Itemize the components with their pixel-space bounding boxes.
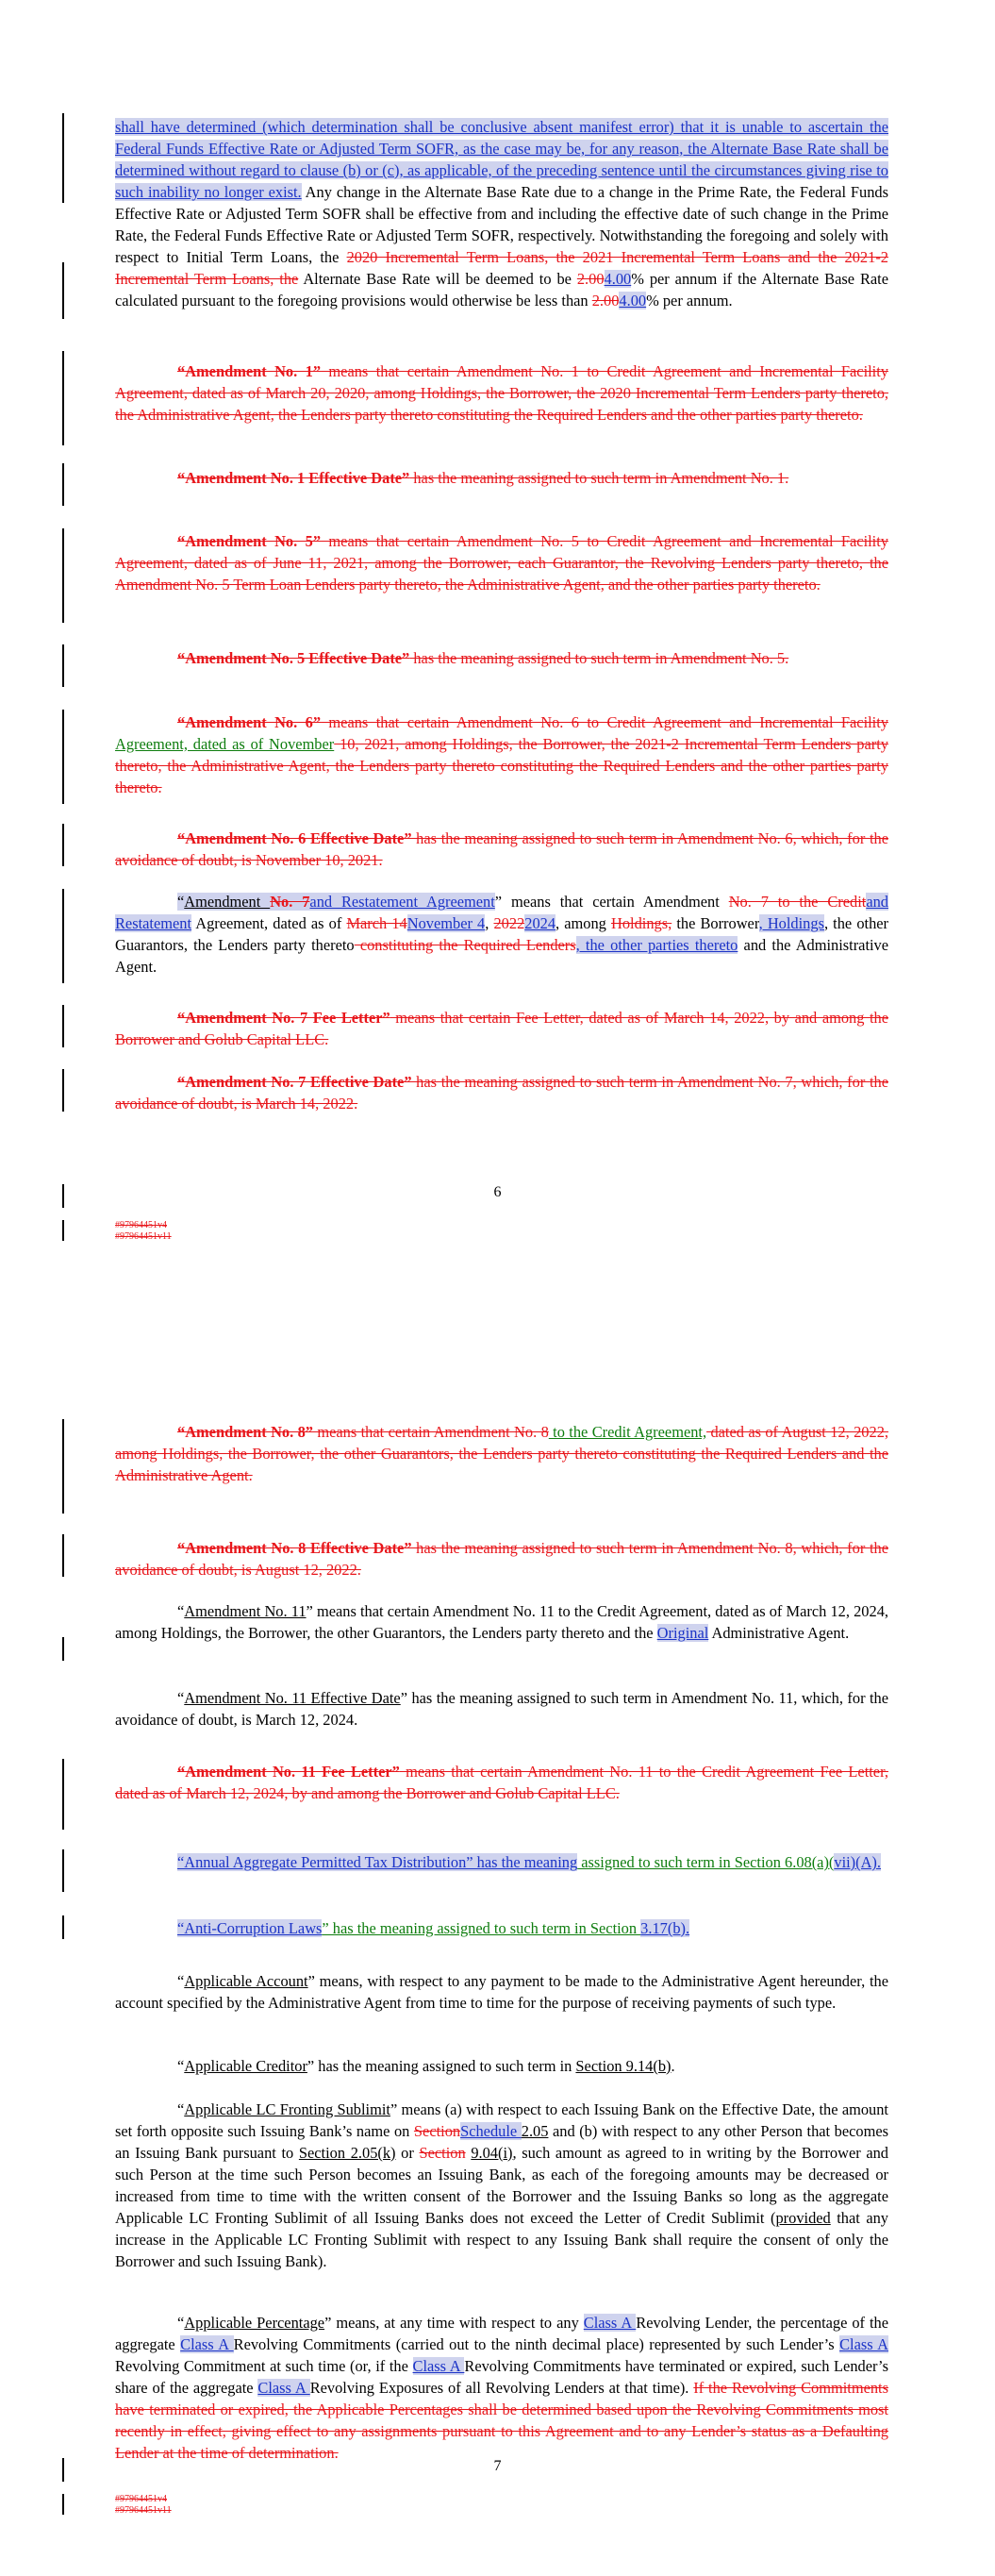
change-bar	[62, 2494, 64, 2515]
page-number: 7	[493, 2458, 502, 2474]
change-bar	[62, 463, 64, 506]
change-bar	[62, 710, 64, 804]
change-bar	[62, 644, 64, 687]
def-amendment-5: “Amendment No. 5” means that certain Amendment No. 5 to Credit Agreement and Incremental Facility Agreement, dated as of June 11, 2021, among the Borrower, each Guarantor, the Revolving Lenders party thereto, the Amendment No. 5 Term Loan Lenders party thereto, the Administrative Agent, and the other parties party thereto.	[115, 532, 888, 594]
change-bar	[62, 262, 64, 319]
change-bar	[62, 1069, 64, 1112]
def-applicable-percentage: “Applicable Percentage” means, at any time with respect to any Class A Revolving Lender, the percentage of the aggregate Class A Revolving Commitments (carried out to the ninth decimal place) represented by such Lender’s Class A Revolving Commitment at such time (or, if the Class A Revolving Commitments have terminated or expired, such Lender’s share of the aggregate Class A Revolving Exposures of all Revolving Lenders at that time). If the Revolving Commitments have terminated or expired, the Applicable Percentages shall be determined based upon the Revolving Commitments most recently in effect, giving effect to any assignments pursuant to this Agreement and to any Lender’s status as a Defaulting Lender at the time of determination.	[115, 2314, 889, 2462]
def-amendment-5-effective-date: “Amendment No. 5 Effective Date” has the meaning assigned to such term in Amendment No. 5.	[177, 649, 789, 667]
def-applicable-account: “Applicable Account” means, with respect to any payment to be made to the Administrative Agent hereunder, the account specified by the Administrative Agent from time to time for the purpose of receiving payments of such type.	[115, 1972, 888, 2012]
change-bar	[62, 113, 64, 203]
def-amendment-1: “Amendment No. 1” means that certain Amendment No. 1 to Credit Agreement and Incremental Facility Agreement, dated as of March 20, 2020, among Holdings, the Borrower, the 2020 Incremental Term Lenders party thereto, the Administrative Agent, the Lenders party thereto constituting the Required Lenders and the other parties party thereto.	[115, 362, 888, 424]
def-amendment-1-effective-date: “Amendment No. 1 Effective Date” has the meaning assigned to such term in Amendment No. 1.	[177, 469, 789, 487]
document-id-footer: #97964451v4 #97964451v11	[115, 1220, 172, 1242]
change-bar	[62, 824, 64, 866]
def-amendment-11-fee-letter: “Amendment No. 11 Fee Letter” means that certain Amendment No. 11 to the Credit Agreement Fee Letter, dated as of March 12, 2024, by and among the Borrower and Golub Capital LLC.	[115, 1763, 888, 1802]
def-applicable-lc-fronting-sublimit: “Applicable LC Fronting Sublimit” means (a) with respect to each Issuing Bank on the Effective Date, the amount set forth opposite such Issuing Bank’s name on SectionSchedule 2.05 and (b) with respect to any other Person that becomes an Issuing Bank pursuant to Section 2.05(k) or Section 9.04(i), such amount as agreed to in writing by the Borrower and such Person at the time such Person becomes an Issuing Bank, as each of the foregoing amounts may be decreased or increased from time to time with the written consent of the Borrower and the Issuing Banks so long as the aggregate Applicable LC Fronting Sublimit of all Issuing Banks does not exceed the Letter of Credit Sublimit (provided that any increase in the Applicable LC Fronting Sublimit with respect to any Issuing Bank shall require the consent of only the Borrower and such Issuing Bank).	[115, 2100, 889, 2270]
change-bar	[62, 1849, 64, 1892]
document-id-footer: #97964451v4 #97964451v11	[115, 2494, 172, 2516]
def-amendment-7-effective-date: “Amendment No. 7 Effective Date” has the meaning assigned to such term in Amendment No. 7, which, for the avoidance of doubt, is March 14, 2022.	[115, 1073, 888, 1112]
def-amendment-7-fee-letter: “Amendment No. 7 Fee Letter” means that certain Fee Letter, dated as of March 14, 2022, by and among the Borrower and Golub Capital LLC.	[115, 1009, 889, 1048]
def-amendment-6: “Amendment No. 6” means that certain Amendment No. 6 to Credit Agreement and Incremental Facility Agreement, dated as of November 10, 2021, among Holdings, the Borrower, the 2021-2 Incremental Term Lenders party thereto, the Administrative Agent, the Lenders party thereto constituting the Required Lenders and the other parties party thereto.	[115, 713, 888, 796]
change-bar	[62, 1419, 64, 1514]
change-bar	[62, 1915, 64, 1939]
change-bar	[62, 1637, 64, 1661]
def-applicable-creditor: “Applicable Creditor” has the meaning assigned to such term in Section 9.14(b).	[177, 2057, 675, 2075]
def-amendment-6-effective-date: “Amendment No. 6 Effective Date” has the meaning assigned to such term in Amendment No. 6, which, for the avoidance of doubt, is November 10, 2021.	[115, 829, 888, 869]
def-annual-aggregate-permitted-tax-distribution: “Annual Aggregate Permitted Tax Distribution” has the meaning assigned to such term in Section 6.08(a)(vii)(A).	[177, 1853, 881, 1871]
def-amendment-8: “Amendment No. 8” means that certain Amendment No. 8 to the Credit Agreement, dated as of August 12, 2022, among Holdings, the Borrower, the other Guarantors, the Lenders party thereto constituting the Required Lenders and the Administrative Agent.	[115, 1423, 888, 1484]
def-anti-corruption-laws: “Anti-Corruption Laws” has the meaning assigned to such term in Section 3.17(b).	[177, 1919, 690, 1937]
abr-paragraph: shall have determined (which determination shall be conclusive absent manifest error) that it is unable to ascertain the Federal Funds Effective Rate or Adjusted Term SOFR, as the case may be, for any reason, the Alternate Base Rate shall be determined without regard to clause (b) or (c), as applicable, of the preceding sentence until the circumstances giving rise to such inability no longer exist. Any change in the Alternate Base Rate due to a change in the Prime Rate, the Federal Funds Effective Rate or Adjusted Term SOFR shall be effective from and including the effective date of such change in the Prime Rate, the Federal Funds Effective Rate or Adjusted Term SOFR, respectively. Notwithstanding the foregoing and solely with respect to Initial Term Loans, the 2020 Incremental Term Loans, the 2021 Incremental Term Loans and the 2021-2 Incremental Term Loans, the Alternate Base Rate will be deemed to be 2.004.00% per annum if the Alternate Base Rate calculated pursuant to the foregoing provisions would otherwise be less than 2.004.00% per annum.	[115, 118, 888, 309]
change-bar	[62, 889, 64, 983]
def-amendment-8-effective-date: “Amendment No. 8 Effective Date” has the meaning assigned to such term in Amendment No. 8, which, for the avoidance of doubt, is August 12, 2022.	[115, 1539, 888, 1579]
page-6	[0, 0, 995, 1255]
page-7	[0, 1330, 995, 2576]
page-number: 6	[493, 1184, 502, 1200]
def-amendment-11-effective-date: “Amendment No. 11 Effective Date” has the meaning assigned to such term in Amendment No. 11, which, for the avoidance of doubt, is March 12, 2024.	[115, 1689, 889, 1729]
def-amendment-11: “Amendment No. 11” means that certain Amendment No. 11 to the Credit Agreement, dated as of March 12, 2024, among Holdings, the Borrower, the other Guarantors, the Lenders party thereto and the Original Administrative Agent.	[115, 1602, 888, 1642]
change-bar	[62, 1005, 64, 1047]
change-bar	[62, 1534, 64, 1577]
def-amendment-and-restatement-agreement: “Amendment No. 7and Restatement Agreement” means that certain Amendment No. 7 to the Creditand Restatement Agreement, dated as of March 14November 4, 20222024, among Holdings, the Borrower, Holdings, the other Guarantors, the Lenders party thereto constituting the Required Lenders, the other parties thereto and the Administrative Agent.	[115, 893, 889, 976]
change-bar	[62, 1220, 64, 1241]
change-bar	[62, 1759, 64, 1830]
change-bar	[62, 528, 64, 623]
change-bar	[62, 351, 64, 445]
